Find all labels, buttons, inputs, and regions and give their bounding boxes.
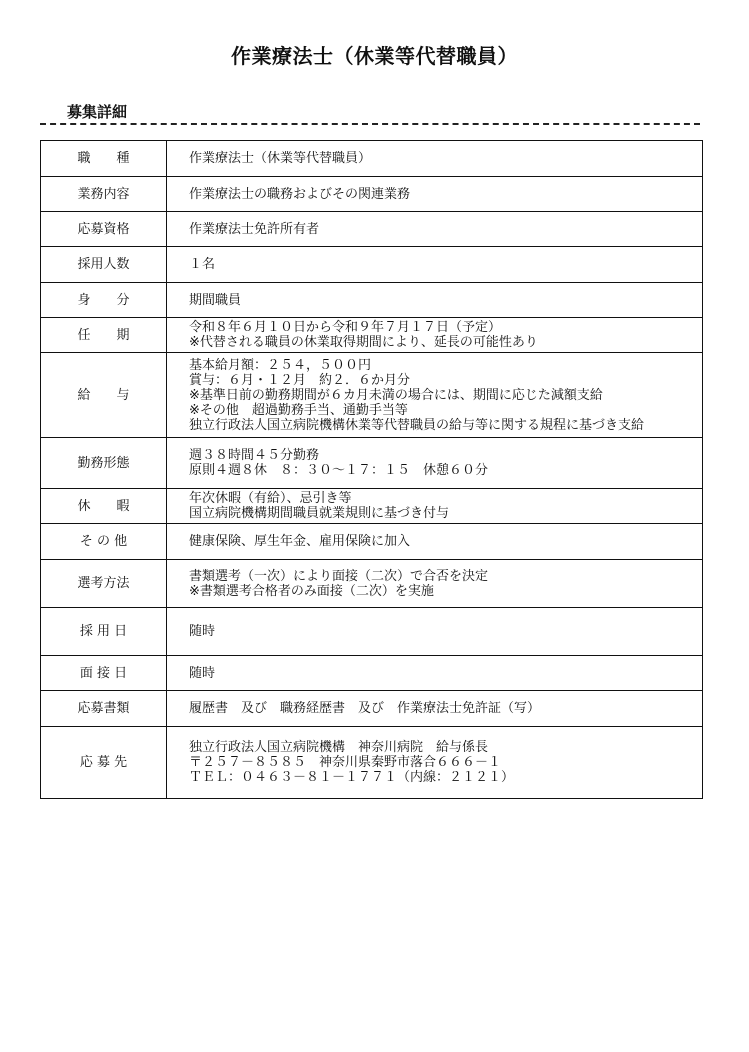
row-value	[167, 727, 703, 799]
row-label: そ の 他	[41, 524, 167, 560]
row-label: 応募書類	[41, 691, 167, 727]
row-label: 任 期	[41, 318, 167, 353]
row-label: 身 分	[41, 283, 167, 318]
value-line: 〒２５７－８５８５ 神奈川県秦野市落合６６６－１	[189, 755, 502, 770]
value-line: ※代替される職員の休業取得期間により、延長の可能性あり	[189, 335, 538, 350]
row-label: 勤務形態	[41, 438, 167, 489]
value-line: ＴＥＬ：０４６３－８１－１７７１（内線：２１２１）	[189, 770, 515, 785]
table-row	[41, 608, 703, 656]
value-line: ※書類選考合格者のみ面接（二次）を実施	[189, 583, 434, 599]
table-row	[41, 353, 703, 438]
row-value	[167, 560, 703, 608]
table-row	[41, 141, 703, 177]
value-line: ※その他 超過勤務手当、通勤手当等	[189, 402, 408, 418]
table-row	[41, 524, 703, 560]
page-title: 作業療法士（休業等代替職員）	[231, 44, 518, 68]
row-value	[167, 212, 703, 247]
table-row	[41, 656, 703, 691]
section-heading: 募集詳細	[67, 103, 128, 121]
table-row	[41, 318, 703, 353]
row-value	[167, 524, 703, 560]
table-row	[41, 212, 703, 247]
row-value	[167, 353, 703, 438]
value-line: １名	[189, 257, 216, 272]
value-line: 随時	[189, 665, 216, 681]
value-line: 随時	[189, 624, 216, 639]
value-line: 原則４週８休 ８：３０～１７：１５ 休憩６０分	[189, 463, 489, 478]
value-line: 賞与：６月・１２月 約２．６か月分	[189, 372, 411, 388]
row-value	[167, 283, 703, 318]
value-line: 作業療法士（休業等代替職員）	[189, 151, 372, 166]
details-table	[40, 140, 703, 799]
value-line: 週３８時間４５分勤務	[189, 448, 320, 463]
row-label: 給 与	[41, 353, 167, 438]
row-label: 応 募 先	[41, 727, 167, 799]
row-value	[167, 489, 703, 524]
value-line: 令和８年６月１０日から令和９年７月１７日（予定）	[189, 320, 502, 335]
row-label: 業務内容	[41, 177, 167, 212]
row-value	[167, 691, 703, 727]
value-line: 作業療法士の職務およびその関連業務	[189, 186, 411, 202]
row-value	[167, 608, 703, 656]
value-line: 期間職員	[189, 292, 242, 308]
row-label: 応募資格	[41, 212, 167, 247]
table-row	[41, 438, 703, 489]
table-row	[41, 560, 703, 608]
row-label: 面 接 日	[41, 656, 167, 691]
row-value	[167, 438, 703, 489]
value-line: 書類選考（一次）により面接（二次）で合否を決定	[189, 568, 489, 584]
table-row	[41, 489, 703, 524]
table-row	[41, 283, 703, 318]
row-value	[167, 177, 703, 212]
value-line: ※基準日前の勤務期間が６カ月未満の場合には、期間に応じた減額支給	[189, 387, 603, 403]
table-row	[41, 691, 703, 727]
value-line: 国立病院機構期間職員就業規則に基づき付与	[189, 506, 450, 521]
row-label: 休 暇	[41, 489, 167, 524]
row-label: 選考方法	[41, 560, 167, 608]
value-line: 独立行政法人国立病院機構 神奈川病院 給与係長	[189, 740, 489, 755]
section-divider	[40, 123, 700, 125]
table-row	[41, 177, 703, 212]
value-line: 健康保険、厚生年金、雇用保険に加入	[189, 534, 411, 549]
row-value	[167, 318, 703, 353]
value-line: 履歴書 及び 職務経歴書 及び 作業療法士免許証（写）	[189, 701, 541, 716]
value-line: 基本給月額：２５４，５００円	[189, 357, 372, 373]
value-line: 作業療法士免許所有者	[189, 221, 320, 237]
row-label: 採 用 日	[41, 608, 167, 656]
value-line: 独立行政法人国立病院機構休業等代替職員の給与等に関する規程に基づき支給	[189, 417, 645, 433]
row-value	[167, 656, 703, 691]
row-label: 採用人数	[41, 247, 167, 283]
row-value	[167, 141, 703, 177]
table-row	[41, 727, 703, 799]
row-value	[167, 247, 703, 283]
value-line: 年次休暇（有給）、忌引き等	[189, 491, 352, 506]
table-row	[41, 247, 703, 283]
row-label: 職 種	[41, 141, 167, 177]
